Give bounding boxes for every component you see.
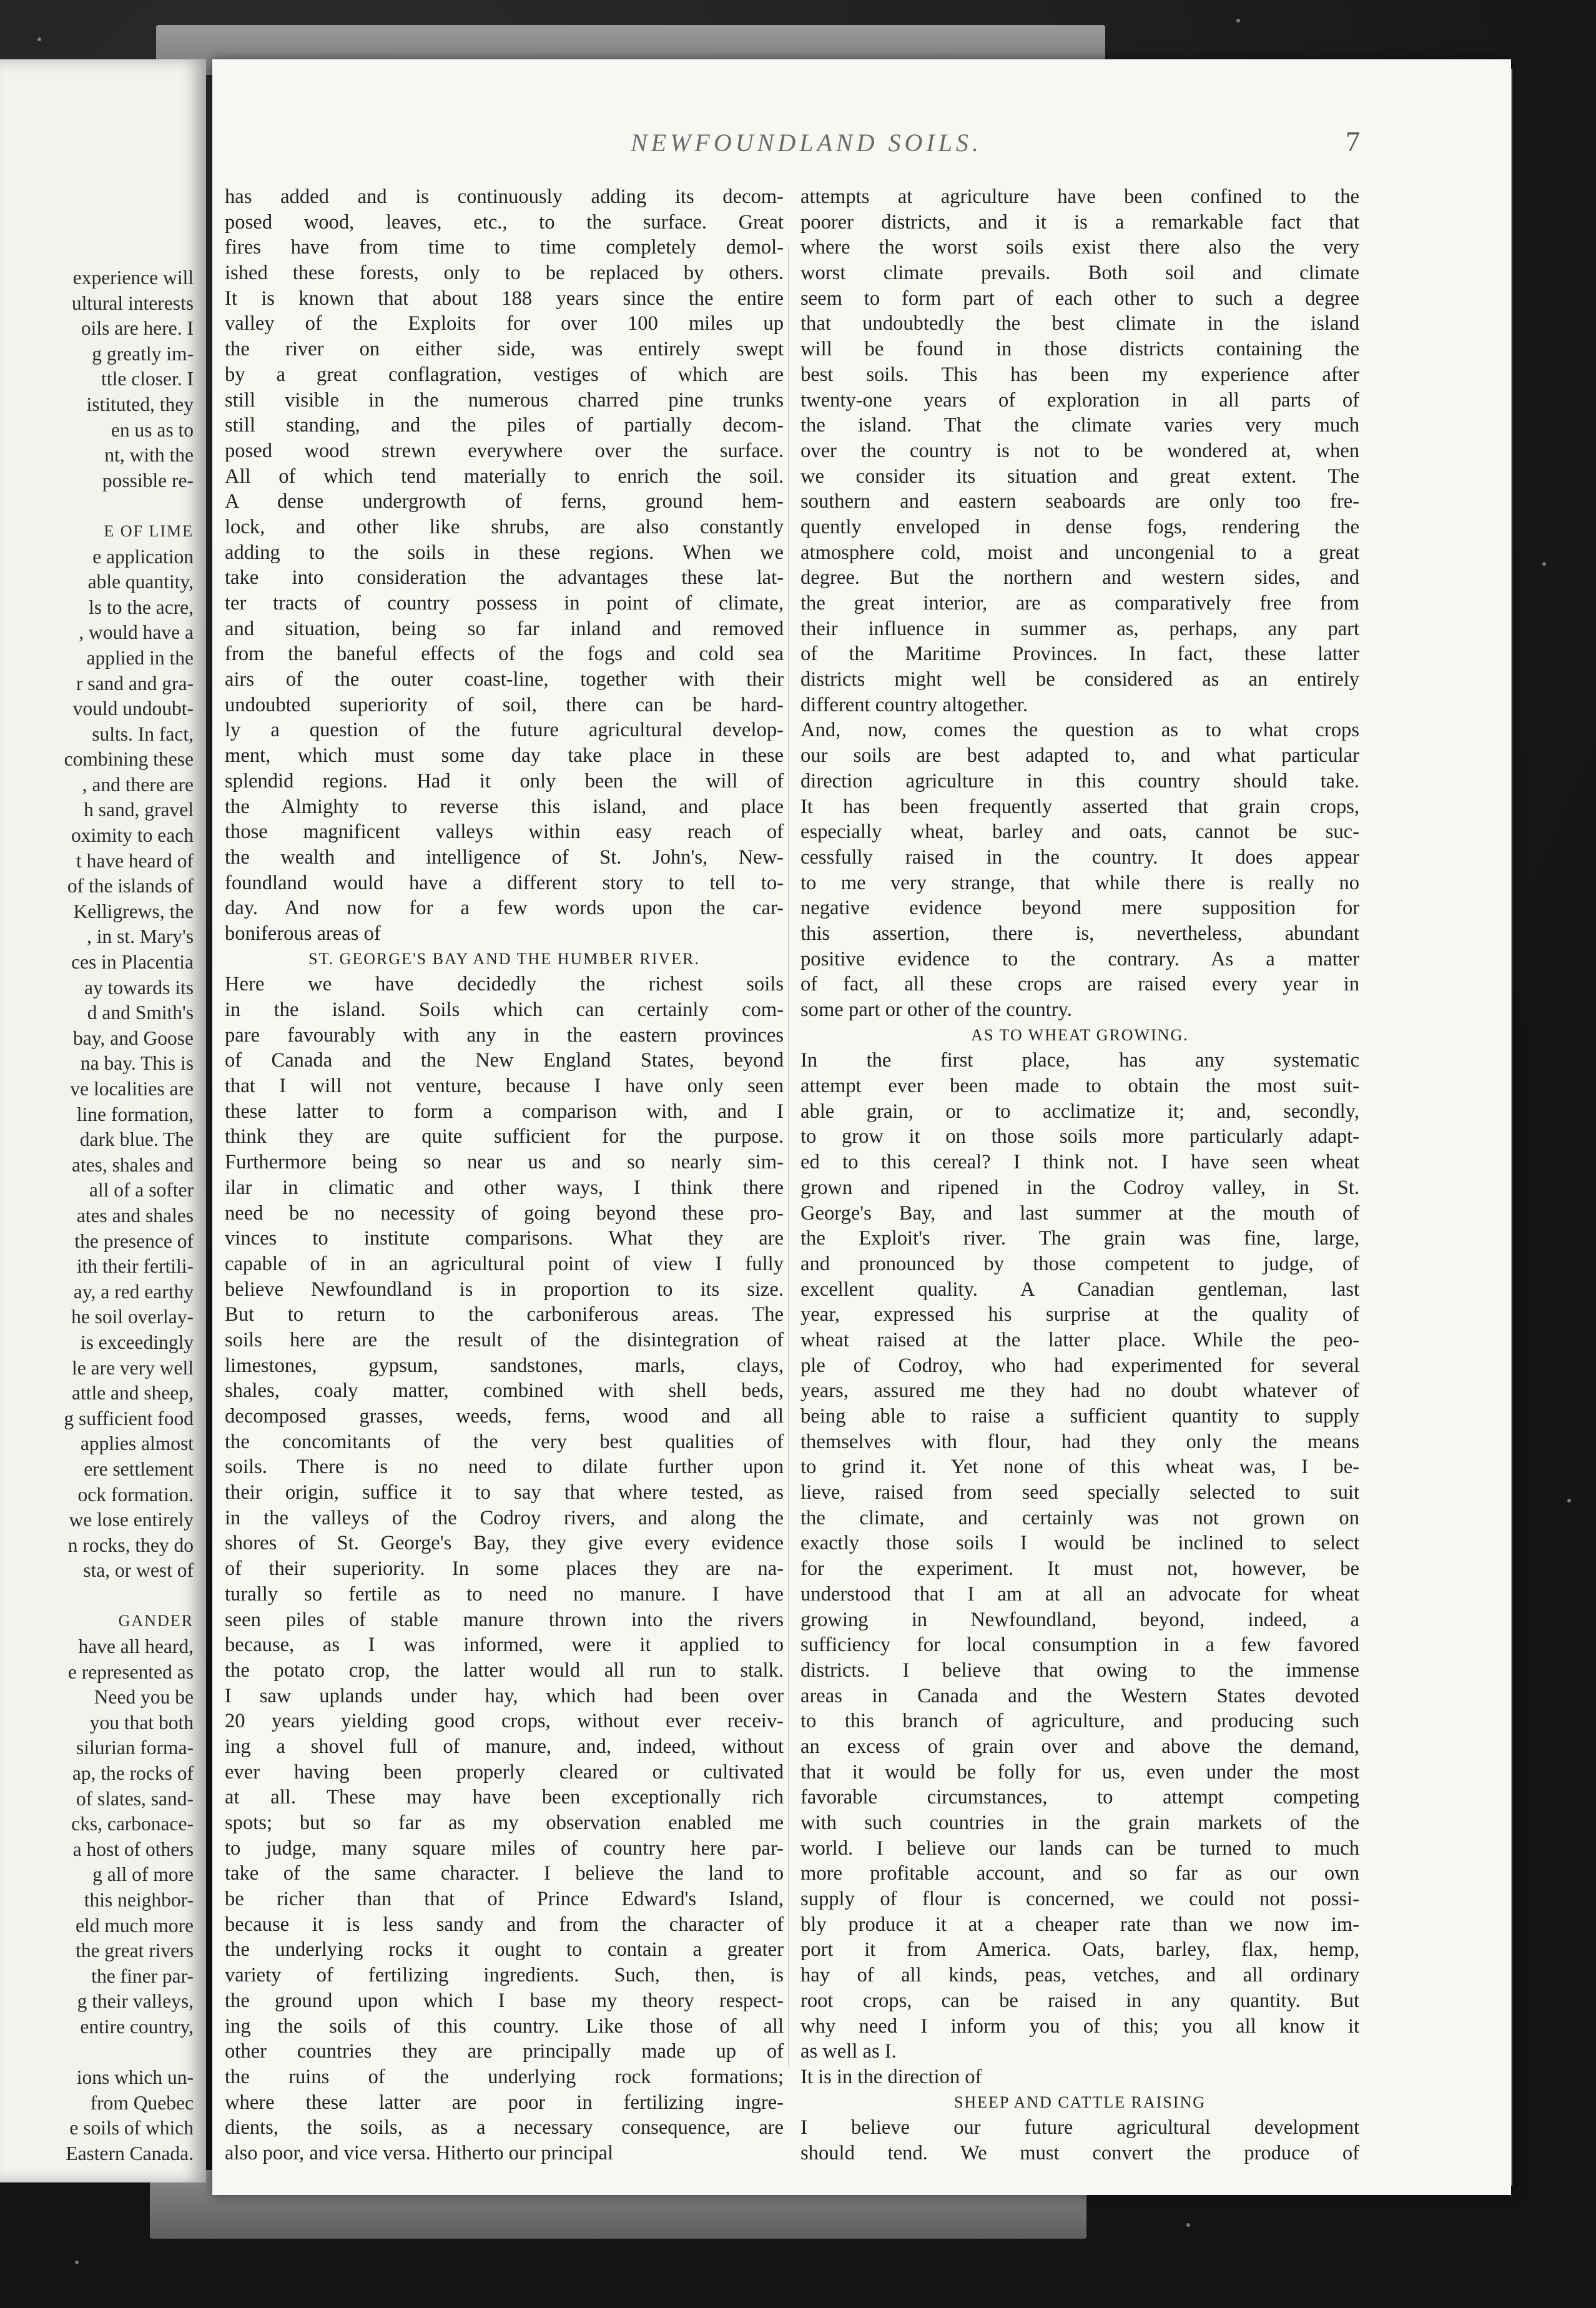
page-number: 7 bbox=[1346, 126, 1360, 157]
text-line: But to return to the carboniferous areas. The bbox=[225, 1303, 784, 1326]
previous-page-line: ates and shales bbox=[76, 1204, 194, 1226]
previous-page-line: le are very well bbox=[71, 1356, 194, 1379]
text-line: posed wood strewn everywhere over the surface. bbox=[225, 439, 784, 462]
text-line: to grind it. Yet none of this wheat was, I be- bbox=[800, 1456, 1359, 1479]
text-line: vinces to institute comparisons. What they are bbox=[225, 1227, 784, 1250]
text-line: 20 years yielding good crops, without ever receiv- bbox=[225, 1710, 784, 1733]
previous-page-line: e application bbox=[92, 545, 194, 568]
text-line: twenty-one years of exploration in all parts of bbox=[800, 388, 1359, 412]
text-line: take of the same character. I believe the land to bbox=[225, 1862, 784, 1885]
dust-speck bbox=[75, 2261, 79, 2264]
text-line: supply of flour is concerned, we could not possi- bbox=[800, 1888, 1359, 1911]
text-line: where these latter are poor in fertilizing ingre- bbox=[225, 2091, 784, 2114]
previous-page-line: h sand, gravel bbox=[84, 799, 194, 821]
text-line: soils. There is no need to dilate further upon bbox=[225, 1456, 784, 1479]
text-line: still standing, and the piles of partially decom- bbox=[225, 414, 784, 437]
text-line: valley of the Exploits for over 100 miles up bbox=[225, 312, 784, 335]
text-line: lieve, raised from seed specially selected to suit bbox=[800, 1481, 1359, 1504]
previous-page-line: combining these bbox=[64, 748, 194, 771]
text-line: from the baneful effects of the fogs and cold sea bbox=[225, 643, 784, 666]
text-line: the great interior, are as comparatively free from bbox=[800, 592, 1359, 614]
running-title: NEWFOUNDLAND SOILS. bbox=[631, 129, 982, 157]
previous-page-line: g all of more bbox=[92, 1863, 194, 1886]
text-line: grown and ripened in the Codroy valley, in St. bbox=[800, 1176, 1359, 1199]
text-line: be richer than that of Prince Edward's Island, bbox=[225, 1888, 784, 1911]
text-line: ed to this cereal? I think not. I have seen wheat bbox=[800, 1151, 1359, 1174]
previous-page-line: the finer par- bbox=[91, 1965, 194, 1987]
text-line: In the first place, has any systematic bbox=[800, 1049, 1359, 1072]
previous-page-line: of the islands of bbox=[67, 875, 194, 897]
previous-page-line: entire country, bbox=[80, 2015, 194, 2038]
previous-page-line: E OF LIME bbox=[104, 521, 194, 540]
text-line: George's Bay, and last summer at the mouth of bbox=[800, 1201, 1359, 1225]
text-line: with such countries in the grain markets of the bbox=[800, 1812, 1359, 1834]
previous-page-line: dark blue. The bbox=[79, 1128, 194, 1151]
text-line: seem to form part of each other to such a degree bbox=[800, 287, 1359, 310]
previous-page-line: of slates, sand- bbox=[76, 1787, 194, 1810]
text-line: to grow it on those soils more particularly adapt- bbox=[800, 1125, 1359, 1148]
previous-page-line: g greatly im- bbox=[92, 342, 194, 365]
text-line: negative evidence beyond mere supposition for bbox=[800, 897, 1359, 920]
text-line: positive evidence to the contrary. As a matter bbox=[800, 947, 1359, 970]
text-line: need be no necessity of going beyond these pro- bbox=[225, 1201, 784, 1225]
text-line: It is in the direction of bbox=[800, 2065, 982, 2088]
text-line: why need I inform you of this; you all know it bbox=[800, 2015, 1359, 2038]
previous-page bbox=[0, 59, 206, 2182]
text-line: I believe our future agricultural development bbox=[800, 2116, 1359, 2139]
text-line: direction agriculture in this country should take. bbox=[800, 769, 1359, 792]
previous-page-line: ces in Placentia bbox=[71, 951, 194, 974]
previous-page-line: d and Smith's bbox=[87, 1002, 194, 1024]
previous-page-line: cks, carbonace- bbox=[71, 1813, 194, 1835]
previous-page-line: a host of others bbox=[72, 1838, 194, 1860]
text-line: degree. But the northern and western sides, and bbox=[800, 566, 1359, 589]
text-line: atmosphere cold, moist and uncongenial to a great bbox=[800, 541, 1359, 564]
text-line: soils here are the result of the disintegration of bbox=[225, 1328, 784, 1351]
previous-page-line: ay towards its bbox=[84, 976, 194, 999]
text-line: exactly those soils I would be inclined to select bbox=[800, 1532, 1359, 1555]
previous-page-line: he soil overlay- bbox=[71, 1306, 194, 1328]
text-line: of Canada and the New England States, beyond bbox=[225, 1049, 784, 1072]
text-line: shores of St. George's Bay, they give every evidence bbox=[225, 1532, 784, 1555]
previous-page-line: ultural interests bbox=[71, 292, 194, 314]
previous-page-line: r sand and gra- bbox=[76, 672, 194, 694]
text-line: that it would be folly for us, even under the most bbox=[800, 1760, 1359, 1783]
previous-page-line: from Quebec bbox=[90, 2091, 194, 2114]
text-line: to this branch of agriculture, and producing such bbox=[800, 1710, 1359, 1733]
text-line: ter tracts of country possess in point of climate, bbox=[225, 592, 784, 614]
text-line: themselves with flour, had they only the means bbox=[800, 1430, 1359, 1453]
text-line: especially wheat, barley and oats, cannot be suc- bbox=[800, 821, 1359, 844]
previous-page-line: sults. In fact, bbox=[92, 722, 194, 745]
previous-page-line: vould undoubt- bbox=[72, 698, 194, 720]
text-line: I saw uplands under hay, which had been over bbox=[225, 1684, 784, 1707]
previous-page-line: t have heard of bbox=[76, 849, 194, 872]
column-divider bbox=[788, 247, 789, 2067]
text-line: understood that I am at all an advocate for wheat bbox=[800, 1582, 1359, 1605]
text-line: these latter to form a comparison with, and I bbox=[225, 1100, 784, 1123]
text-line: because it is less sandy and from the character of bbox=[225, 1913, 784, 1936]
text-line: the underlying rocks it ought to contain a greater bbox=[225, 1938, 784, 1961]
text-line: lock, and other like shrubs, are also constantly bbox=[225, 515, 784, 538]
text-line: sufficiency for local consumption in a few favored bbox=[800, 1634, 1359, 1657]
previous-page-line: na bay. This is bbox=[80, 1052, 194, 1075]
text-line: years, assured me they had no doubt whatever of bbox=[800, 1379, 1359, 1403]
text-line: wheat raised at the latter place. While the peo- bbox=[800, 1328, 1359, 1351]
text-line: fires have from time to time completely demol- bbox=[225, 236, 784, 259]
right-text-column bbox=[800, 184, 1359, 2166]
text-line: undoubted superiority of soil, there can be hard- bbox=[225, 693, 784, 716]
text-line: cessfully raised in the country. It does appear bbox=[800, 846, 1359, 869]
text-line: ever having been properly cleared or cultivated bbox=[225, 1760, 784, 1783]
text-line: shales, coaly matter, combined with shell beds, bbox=[225, 1379, 784, 1403]
previous-page-line: g their valleys, bbox=[77, 1990, 194, 2013]
dust-speck bbox=[1186, 2223, 1190, 2227]
text-line: Furthermore being so near us and so nearly sim- bbox=[225, 1151, 784, 1174]
text-line: southern and eastern seaboards are only too fre- bbox=[800, 490, 1359, 513]
section-heading: ST. GEORGE'S BAY AND THE HUMBER RIVER. bbox=[308, 949, 700, 968]
text-line: this assertion, there is, nevertheless, abundant bbox=[800, 922, 1359, 945]
text-line: attempts at agriculture have been confined to the bbox=[800, 185, 1359, 208]
previous-page-line: line formation, bbox=[76, 1103, 194, 1125]
previous-page-line: silurian forma- bbox=[76, 1737, 194, 1759]
text-line: world. I believe our lands can be turned to much bbox=[800, 1837, 1359, 1860]
text-line: because, as I was informed, were it applied to bbox=[225, 1634, 784, 1657]
previous-page-line: you that both bbox=[89, 1711, 194, 1733]
previous-page-line: bay, and Goose bbox=[72, 1027, 194, 1049]
section-heading: SHEEP AND CATTLE RAISING bbox=[953, 2093, 1206, 2111]
text-line: that undoubtedly the best climate in the island bbox=[800, 312, 1359, 335]
text-line: those magnificent valleys within easy reach of bbox=[225, 821, 784, 844]
previous-page-line: Eastern Canada. bbox=[66, 2142, 194, 2164]
text-line: has added and is continuously adding its decom- bbox=[225, 185, 784, 208]
text-line: port it from America. Oats, barley, flax, hemp, bbox=[800, 1938, 1359, 1961]
previous-page-line: GANDER bbox=[118, 1612, 194, 1630]
text-line: worst climate prevails. Both soil and climate bbox=[800, 262, 1359, 285]
text-line: variety of fertilizing ingredients. Such, then, is bbox=[225, 1964, 784, 1987]
text-line: at all. These may have been exceptionally rich bbox=[225, 1786, 784, 1809]
text-line: more profitable account, and so far as our own bbox=[800, 1862, 1359, 1885]
previous-page-line: able quantity, bbox=[87, 571, 194, 593]
text-line: and situation, being so far inland and removed bbox=[225, 617, 784, 640]
text-line: airs of the outer coast-line, together with their bbox=[225, 668, 784, 691]
text-line: their origin, suffice it to say that where tested, as bbox=[225, 1481, 784, 1504]
text-line: the ground upon which I base my theory respect- bbox=[225, 1989, 784, 2012]
previous-page-line: experience will bbox=[72, 267, 194, 288]
text-line: turally so fertile as to need no manure. I have bbox=[225, 1582, 784, 1605]
text-line: of the Maritime Provinces. In fact, these latter bbox=[800, 643, 1359, 666]
text-line: decomposed grasses, weeds, ferns, wood and all bbox=[225, 1405, 784, 1428]
text-line: ment, which must some day take place in these bbox=[225, 744, 784, 767]
text-line: favorable circumstances, to attempt competing bbox=[800, 1786, 1359, 1809]
text-line: areas in Canada and the Western States devoted bbox=[800, 1684, 1359, 1707]
previous-page-line: possible re- bbox=[102, 469, 194, 491]
previous-page-line: attle and sheep, bbox=[71, 1382, 194, 1404]
previous-page-line: applies almost bbox=[80, 1433, 194, 1455]
text-line: in the island. Soils which can certainly com- bbox=[225, 999, 784, 1021]
text-line: bly produce it at a cheaper rate than we now im- bbox=[800, 1913, 1359, 1936]
text-line: All of which tend materially to enrich the soil. bbox=[225, 465, 784, 488]
left-text-column bbox=[225, 184, 784, 2166]
text-line: by a great conflagration, vestiges of which are bbox=[225, 363, 784, 386]
text-line: the river on either side, was entirely swept bbox=[225, 338, 784, 361]
previous-page-line: the presence of bbox=[74, 1230, 194, 1252]
text-line: districts might well be considered as an entirely bbox=[800, 668, 1359, 691]
text-line: able grain, or to acclimatize it; and, secondly, bbox=[800, 1100, 1359, 1123]
text-line: the climate, and certainly was not grown on bbox=[800, 1506, 1359, 1529]
text-line: ilar in climatic and other ways, I think there bbox=[225, 1176, 784, 1199]
text-line: capable of in an agricultural point of view I fully bbox=[225, 1252, 784, 1275]
previous-page-line: ap, the rocks of bbox=[72, 1762, 194, 1785]
dust-speck bbox=[1542, 562, 1546, 566]
previous-page-line: sta, or west of bbox=[83, 1559, 194, 1582]
text-line: of fact, all these crops are raised every year in bbox=[800, 973, 1359, 996]
previous-page-line bbox=[0, 493, 194, 519]
text-line: the Exploit's river. The grain was fine, large, bbox=[800, 1227, 1359, 1250]
text-line: quently enveloped in dense fogs, rendering the bbox=[800, 515, 1359, 538]
text-line: where the worst soils exist there also the very bbox=[800, 236, 1359, 259]
text-line: And, now, comes the question as to what crops bbox=[800, 719, 1359, 742]
previous-page-line: n rocks, they do bbox=[67, 1534, 194, 1556]
previous-page-line: we lose entirely bbox=[69, 1509, 194, 1531]
previous-page-line: ock formation. bbox=[77, 1483, 194, 1506]
text-line: attempt ever been made to obtain the most suit- bbox=[800, 1075, 1359, 1098]
text-line: It is known that about 188 years since the entire bbox=[225, 287, 784, 310]
previous-page-line: , in st. Mary's bbox=[86, 925, 194, 948]
previous-page-line bbox=[0, 2040, 194, 2066]
previous-page-line: , and there are bbox=[82, 773, 194, 796]
text-line: the island. That the climate varies very much bbox=[800, 414, 1359, 437]
previous-page-line: g sufficient food bbox=[64, 1407, 194, 1429]
previous-page-line: is exceedingly bbox=[80, 1331, 194, 1353]
text-line: ing a shovel full of manure, and, indeed, without bbox=[225, 1735, 784, 1758]
previous-page-line: applied in the bbox=[86, 646, 194, 669]
text-line: will be found in those districts containing the bbox=[800, 338, 1359, 361]
text-line: their influence in summer as, perhaps, any part bbox=[800, 617, 1359, 640]
text-line: hay of all kinds, peas, vetches, and all ordinary bbox=[800, 1964, 1359, 1987]
previous-page-line: ith their fertili- bbox=[76, 1255, 194, 1278]
previous-page-line: this neighbor- bbox=[84, 1889, 194, 1911]
text-line: of their superiority. In some places they are na- bbox=[225, 1557, 784, 1581]
text-line: excellent quality. A Canadian gentleman, last bbox=[800, 1278, 1359, 1301]
previous-page-line bbox=[0, 1584, 194, 1609]
text-line: the potato crop, the latter would all run to stalk. bbox=[225, 1659, 784, 1682]
text-line: ly a question of the future agricultural develop- bbox=[225, 719, 784, 742]
text-line: best soils. This has been my experience after bbox=[800, 363, 1359, 386]
text-line: that I will not venture, because I have only seen bbox=[225, 1075, 784, 1098]
text-line: splendid regions. Had it only been the will of bbox=[225, 769, 784, 792]
previous-page-line: istituted, they bbox=[86, 393, 194, 415]
text-line: the ruins of the underlying rock formations; bbox=[225, 2065, 784, 2088]
text-line: some part or other of the country. bbox=[800, 999, 1072, 1021]
text-line: other countries they are principally made up of bbox=[225, 2040, 784, 2063]
text-line: for the experiment. It must not, however, be bbox=[800, 1557, 1359, 1581]
text-line: Here we have decidedly the richest soils bbox=[225, 973, 784, 996]
previous-page-column bbox=[0, 265, 194, 2167]
text-line: year, expressed his surprise at the quality of bbox=[800, 1303, 1359, 1326]
previous-page-line: oximity to each bbox=[71, 824, 194, 847]
text-line: boniferous areas of bbox=[225, 922, 381, 945]
text-line: It has been frequently asserted that grain crops, bbox=[800, 795, 1359, 818]
text-line: also poor, and vice versa. Hitherto our principal bbox=[225, 2141, 614, 2164]
text-line: and pronounced by those competent to judge, of bbox=[800, 1252, 1359, 1275]
text-line: ple of Codroy, who had experimented for several bbox=[800, 1354, 1359, 1377]
text-line: should tend. We must convert the produce of bbox=[800, 2141, 1359, 2164]
previous-page-line: ttle closer. I bbox=[101, 368, 194, 390]
previous-page-line: ere settlement bbox=[84, 1457, 194, 1480]
previous-page-line: e soils of which bbox=[69, 2117, 194, 2139]
text-line: spots; but so far as my observation enabled me bbox=[225, 1812, 784, 1834]
previous-page-line: ates, shales and bbox=[71, 1153, 194, 1176]
text-line: in the valleys of the Codroy rivers, and along the bbox=[225, 1506, 784, 1529]
text-line: seen piles of stable manure thrown into the rivers bbox=[225, 1608, 784, 1631]
dust-speck bbox=[37, 37, 41, 41]
text-line: adding to the soils in these regions. When we bbox=[225, 541, 784, 564]
text-line: being able to raise a sufficient quantity to supply bbox=[800, 1405, 1359, 1428]
text-line: to judge, many square miles of country here par- bbox=[225, 1837, 784, 1860]
text-line: day. And now for a few words upon the car- bbox=[225, 897, 784, 920]
previous-page-line: Need you be bbox=[94, 1686, 194, 1709]
previous-page-line: ve localities are bbox=[70, 1078, 194, 1100]
previous-page-line: have all heard, bbox=[78, 1635, 194, 1658]
text-line: we consider its situation and great extent. The bbox=[800, 465, 1359, 488]
previous-page-line: oils are here. I bbox=[81, 317, 194, 340]
previous-page-line: all of a softer bbox=[89, 1179, 194, 1201]
previous-page-line: , would have a bbox=[79, 621, 194, 644]
text-line: the wealth and intelligence of St. John's, New- bbox=[225, 846, 784, 869]
section-heading: AS TO WHEAT GROWING. bbox=[971, 1025, 1189, 1044]
dust-speck bbox=[1236, 19, 1240, 22]
text-line: to me very strange, that while there is really no bbox=[800, 871, 1359, 894]
text-line: dients, the soils, as a necessary consequence, are bbox=[225, 2116, 784, 2139]
text-line: the concomitants of the very best qualities of bbox=[225, 1430, 784, 1453]
text-line: ing the soils of this country. Like those of all bbox=[225, 2015, 784, 2038]
previous-page-line: the great rivers bbox=[76, 1940, 194, 1962]
text-line: posed wood, leaves, etc., to the surface. Great bbox=[225, 210, 784, 234]
text-line: limestones, gypsum, sandstones, marls, clays, bbox=[225, 1354, 784, 1377]
previous-page-line: en us as to bbox=[111, 418, 194, 441]
text-line: over the country is not to be wondered at, when bbox=[800, 439, 1359, 462]
dust-speck bbox=[1567, 1499, 1571, 1502]
previous-page-line: eld much more bbox=[76, 1914, 194, 1936]
text-line: ished these forests, only to be replaced by others. bbox=[225, 262, 784, 285]
text-line: root crops, can be raised in any quantity. But bbox=[800, 1989, 1359, 2012]
text-line: pare favourably with any in the eastern provinces bbox=[225, 1023, 784, 1047]
text-line: A dense undergrowth of ferns, ground hem- bbox=[225, 490, 784, 513]
text-line: still visible in the numerous charred pine trunks bbox=[225, 388, 784, 412]
text-line: as well as I. bbox=[800, 2040, 897, 2063]
previous-page-line: nt, with the bbox=[104, 444, 194, 466]
text-line: poorer districts, and it is a remarkable fact that bbox=[800, 210, 1359, 234]
previous-page-line: e represented as bbox=[67, 1660, 194, 1683]
text-line: the Almighty to reverse this island, and place bbox=[225, 795, 784, 818]
previous-page-line: ls to the acre, bbox=[89, 596, 194, 618]
text-line: believe Newfoundland is in proportion to its size. bbox=[225, 1278, 784, 1301]
text-line: think they are quite sufficient for the purpose. bbox=[225, 1125, 784, 1148]
text-line: different country altogether. bbox=[800, 693, 1028, 716]
text-line: take into consideration the advantages these lat- bbox=[225, 566, 784, 589]
previous-page-line: ay, a red earthy bbox=[73, 1280, 194, 1303]
text-line: growing in Newfoundland, beyond, indeed, a bbox=[800, 1608, 1359, 1631]
text-line: an excess of grain over and above the demand, bbox=[800, 1735, 1359, 1758]
previous-page-line: Kelligrews, the bbox=[73, 900, 194, 922]
text-line: our soils are best adapted to, and what particular bbox=[800, 744, 1359, 767]
text-line: districts. I believe that owing to the immense bbox=[800, 1659, 1359, 1682]
previous-page-line: ions which un- bbox=[76, 2066, 194, 2089]
text-line: foundland would have a different story to tell to- bbox=[225, 871, 784, 894]
